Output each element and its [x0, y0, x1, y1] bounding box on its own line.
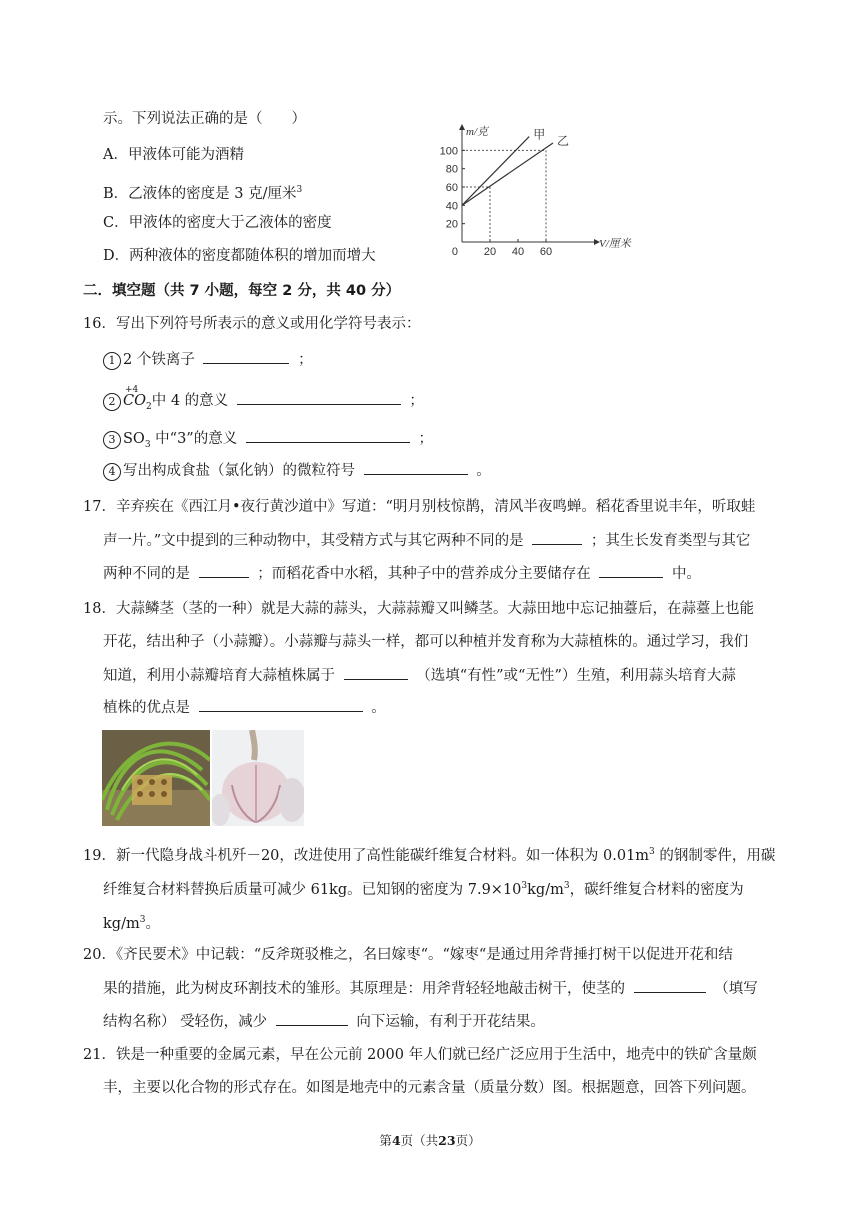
q17-line2 — [103, 530, 750, 551]
x-axis-label: V/厘米 — [599, 238, 631, 250]
co2-formula — [123, 385, 152, 417]
circled-number-3: 3 — [103, 431, 121, 449]
q15-option-b-sup: 3 — [296, 185, 303, 195]
x-tick-label-2: 60 — [539, 246, 553, 258]
q20-line2b: （填写 — [714, 981, 758, 997]
q17-line3 — [103, 563, 701, 584]
q20-line3 — [103, 1011, 545, 1032]
q16-blank-1[interactable] — [203, 349, 289, 364]
q20-line3a: 结构名称） 受轻伤，减少 — [103, 1014, 268, 1030]
q16-item-2-text: 中 4 的意义 — [151, 393, 229, 409]
q17-line3b: ；而稻花香中水稻，其种子中的营养成分主要储存在 — [257, 566, 591, 582]
page-footer — [0, 1131, 860, 1149]
q15-option-b — [103, 180, 302, 204]
q17-line3c: 中。 — [671, 566, 701, 582]
q21-line2: 丰，主要以化合物的形式存在。如图是地壳中的元素含量（质量分数）图。根据题意，回答下列问题。 — [103, 1080, 756, 1096]
q17-blank-1[interactable] — [532, 530, 582, 545]
co2-subscript: 2 — [145, 401, 152, 412]
q20-blank-1[interactable] — [634, 978, 706, 993]
q20-line2 — [103, 978, 758, 999]
q15-option-c: C．甲液体的密度大于乙液体的密度 — [103, 215, 332, 231]
q21-line1: 21．铁是一种重要的金属元素，早在公元前 2000 年人们就已经广泛应用于生活中，地壳中的铁矿含量颇 — [83, 1047, 757, 1063]
co2-valence: +4 — [125, 385, 139, 395]
x-tick-label-0: 20 — [483, 246, 497, 258]
q17-line1: 17．辛弃疾在《西江月•夜行黄沙道中》写道：“明月别枝惊鹊，清风半夜鸣蝉。稻花香里说丰年，听取蛙 — [83, 499, 756, 515]
q16-blank-4[interactable] — [364, 460, 468, 475]
x-tick-label-1: 40 — [511, 246, 525, 258]
q19-line2 — [103, 876, 744, 900]
q20-line3b: 向下运输，有利于开花结果。 — [356, 1014, 545, 1030]
q15-stem-tail: 示。下列说法正确的是（ ） — [103, 111, 306, 127]
so3-subscript: 3 — [144, 439, 151, 450]
series-label-1: 乙 — [557, 134, 570, 148]
q18-line2: 开花，结出种子（小蒜瓣）。小蒜瓣与蒜头一样，都可以种植并发育称为大蒜植株的。通过学习，我们 — [103, 634, 749, 650]
q20-blank-2[interactable] — [276, 1011, 348, 1026]
so3-symbol: SO — [123, 431, 145, 447]
circled-number-4: 4 — [103, 463, 121, 481]
q16-item-3-text: 中“3”的意义 — [150, 431, 238, 447]
q20-line2a: 果的措施，此为树皮环割技术的雏形。其原理是：用斧背轻轻地敲击树干，使茎的 — [103, 981, 625, 997]
q16-item-3 — [103, 428, 433, 455]
garlic-scape-photo — [102, 730, 210, 826]
q16-item-2 — [103, 385, 424, 417]
section2-heading: 二．填空题（共 7 小题，每空 2 分，共 40 分） — [83, 283, 401, 299]
series-label-0: 甲 — [533, 127, 546, 142]
q15-option-a: A．甲液体可能为酒精 — [103, 147, 244, 163]
q19-line2a: 纤维复合材料替换后质量可减少 61kg。已知钢的密度为 7.9×10 — [103, 881, 522, 898]
circled-number-1: 1 — [103, 352, 121, 370]
q15-option-d: D．两种液体的密度都随体积的增加而增大 — [103, 248, 376, 264]
q19-line1a: 19．新一代隐身战斗机歼－20，改进使用了高性能碳纤维复合材料。如一体积为 0.01m — [83, 847, 650, 864]
q16-item-1 — [103, 349, 313, 370]
footer-b: 页（共 — [400, 1133, 439, 1148]
q20-line1: 20．《齐民要术》中记载：“反斧斑驳椎之，名曰嫁枣“。“嫁枣“是通过用斧背捶打树干以促进开花和结 — [83, 947, 733, 963]
q17-line2b: ；其生长发育类型与其它 — [590, 533, 751, 549]
q19-line3 — [103, 910, 160, 934]
q18-line3 — [103, 665, 736, 686]
q18-line4b: 。 — [371, 700, 386, 716]
q16-item-1-text: 2 个铁离子 — [123, 352, 195, 368]
q17-line2a: 声一片。”文中提到的三种动物中，其受精方式与其它两种不同的是 — [103, 533, 524, 549]
q16-blank-2[interactable] — [237, 390, 401, 405]
q16-blank-3[interactable] — [246, 428, 410, 443]
y-axis-label: m/克 — [466, 126, 488, 138]
q18-blank-1[interactable] — [344, 665, 408, 680]
footer-page: 4 — [391, 1133, 401, 1148]
garlic-bulb-photo — [212, 730, 304, 826]
q18-line3b: （选填“有性”或“无性”）生殖，利用蒜头培育大蒜 — [416, 668, 736, 684]
q18-line1: 18．大蒜鳞茎（茎的一种）就是大蒜的蒜头，大蒜蒜瓣又叫鳞茎。大蒜田地中忘记抽薹后，在蒜薹上也能 — [83, 601, 754, 617]
origin-label: 0 — [451, 246, 458, 258]
mass-volume-chart — [435, 125, 631, 265]
q17-line3a: 两种不同的是 — [103, 566, 190, 582]
co2-symbol: CO — [123, 393, 146, 409]
q17-blank-2[interactable] — [199, 563, 249, 578]
q19-line3b: 。 — [145, 915, 160, 932]
q18-blank-2[interactable] — [199, 697, 363, 712]
q16-item-4-end: 。 — [476, 463, 491, 479]
footer-a: 第 — [379, 1133, 392, 1148]
footer-total: 23 — [438, 1133, 456, 1148]
q19-line1 — [83, 842, 775, 866]
q19-line1-sup: 3 — [649, 847, 655, 857]
y-tick-label-3: 80 — [445, 163, 458, 176]
q16-item-4-text: 写出构成食盐（氯化钠）的微粒符号 — [123, 463, 355, 479]
q18-line4a: 植株的优点是 — [103, 700, 190, 716]
y-tick-label-2: 60 — [445, 182, 458, 194]
q15-option-b-text: B．乙液体的密度是 3 克/厘米 — [103, 185, 297, 202]
q16-item-3-end: ； — [418, 431, 433, 447]
q18-line4 — [103, 697, 386, 718]
q17-blank-3[interactable] — [599, 563, 663, 578]
q16-item-4 — [103, 460, 491, 481]
series-line-1 — [462, 143, 553, 205]
q19-line3a: kg/m — [103, 915, 140, 932]
circled-number-2: 2 — [103, 393, 121, 411]
series-line-0 — [462, 137, 529, 206]
q19-line2-sup2: 3 — [563, 881, 570, 891]
q19-line3-sup: 3 — [139, 915, 146, 925]
q16-item-1-end: ； — [298, 352, 313, 368]
y-tick-label-0: 20 — [445, 218, 458, 231]
q16-item-2-end: ； — [409, 393, 424, 409]
q19-line2-sup1: 3 — [521, 881, 528, 891]
q16-stem: 16．写出下列符号所表示的意义或用化学符号表示： — [83, 316, 421, 332]
q19-line2c: ，碳纤维复合材料的密度为 — [569, 881, 744, 898]
y-tick-label-1: 40 — [445, 200, 458, 213]
q19-line1b: 的钢制零件，用碳 — [654, 847, 776, 864]
q18-line3a: 知道，利用小蒜瓣培育大蒜植株属于 — [103, 668, 335, 684]
footer-c: 页） — [455, 1133, 481, 1148]
y-tick-label-4: 100 — [439, 145, 458, 158]
q19-line2b: kg/m — [527, 881, 564, 898]
